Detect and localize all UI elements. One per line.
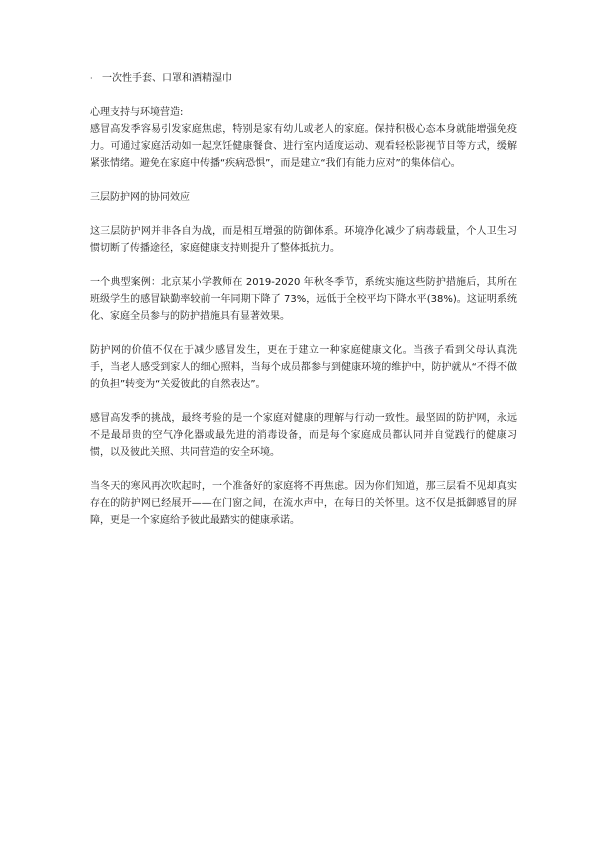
document-page — [90, 70, 517, 546]
bullet-text: 一次性手套、口罩和酒精湿巾 — [102, 73, 232, 84]
paragraph-synergy: 这三层防护网并非各自为战，而是相互增强的防御体系。环境净化减少了病毒载量，个人卫生习惯切断了传播途径，家庭健康支持则提升了整体抵抗力。 — [90, 226, 517, 254]
section-heading: 三层防护网的协同效应 — [90, 192, 190, 203]
bullet-marker: · — [90, 74, 93, 83]
psych-support-section — [90, 104, 517, 172]
psych-support-body: 感冒高发季容易引发家庭焦虑，特别是家有幼儿或老人的家庭。保持积极心态本身就能增强免疫力。可通过家庭活动如一起烹饪健康餐食、进行室内适度运动、观看轻松影视节目等方式，缓解紧张情绪。避免在家庭中传播“疾病恐惧”，而是建立“我们有能力应对”的集体信心。 — [90, 124, 517, 169]
paragraph-conclusion: 当冬天的寒风再次吹起时，一个准备好的家庭将不再焦虑。因为你们知道，那三层看不见却真实存在的防护网已经展开——在门窗之间，在流水声中，在每日的关怀里。这不仅是抵御感冒的屏障，更是一个家庭给予彼此最踏实的健康承诺。 — [90, 481, 517, 526]
psych-support-title: 心理支持与环境营造: — [90, 107, 184, 118]
paragraph-case-study: 一个典型案例：北京某小学教师在 2019-2020 年秋冬季节，系统实施这些防护措施后，其所在班级学生的感冒缺勤率较前一年同期下降了 73%，远低于全校平均下降水平(38%)。这证明系统化、家庭全员参与的防护措施具有显著效果。 — [90, 277, 517, 322]
bullet-item — [90, 70, 517, 87]
paragraph-challenge: 感冒高发季的挑战，最终考验的是一个家庭对健康的理解与行动一致性。最坚固的防护网，永远不是最昂贵的空气净化器或最先进的消毒设备，而是每个家庭成员都认同并自觉践行的健康习惯，以及彼此关照、共同营造的安全环境。 — [90, 413, 517, 458]
paragraph-health-culture: 防护网的价值不仅在于减少感冒发生，更在于建立一种家庭健康文化。当孩子看到父母认真洗手，当老人感受到家人的细心照料，当每个成员都参与到健康环境的维护中，防护就从“不得不做的负担”转变为“关爱彼此的自然表达”。 — [90, 345, 517, 390]
